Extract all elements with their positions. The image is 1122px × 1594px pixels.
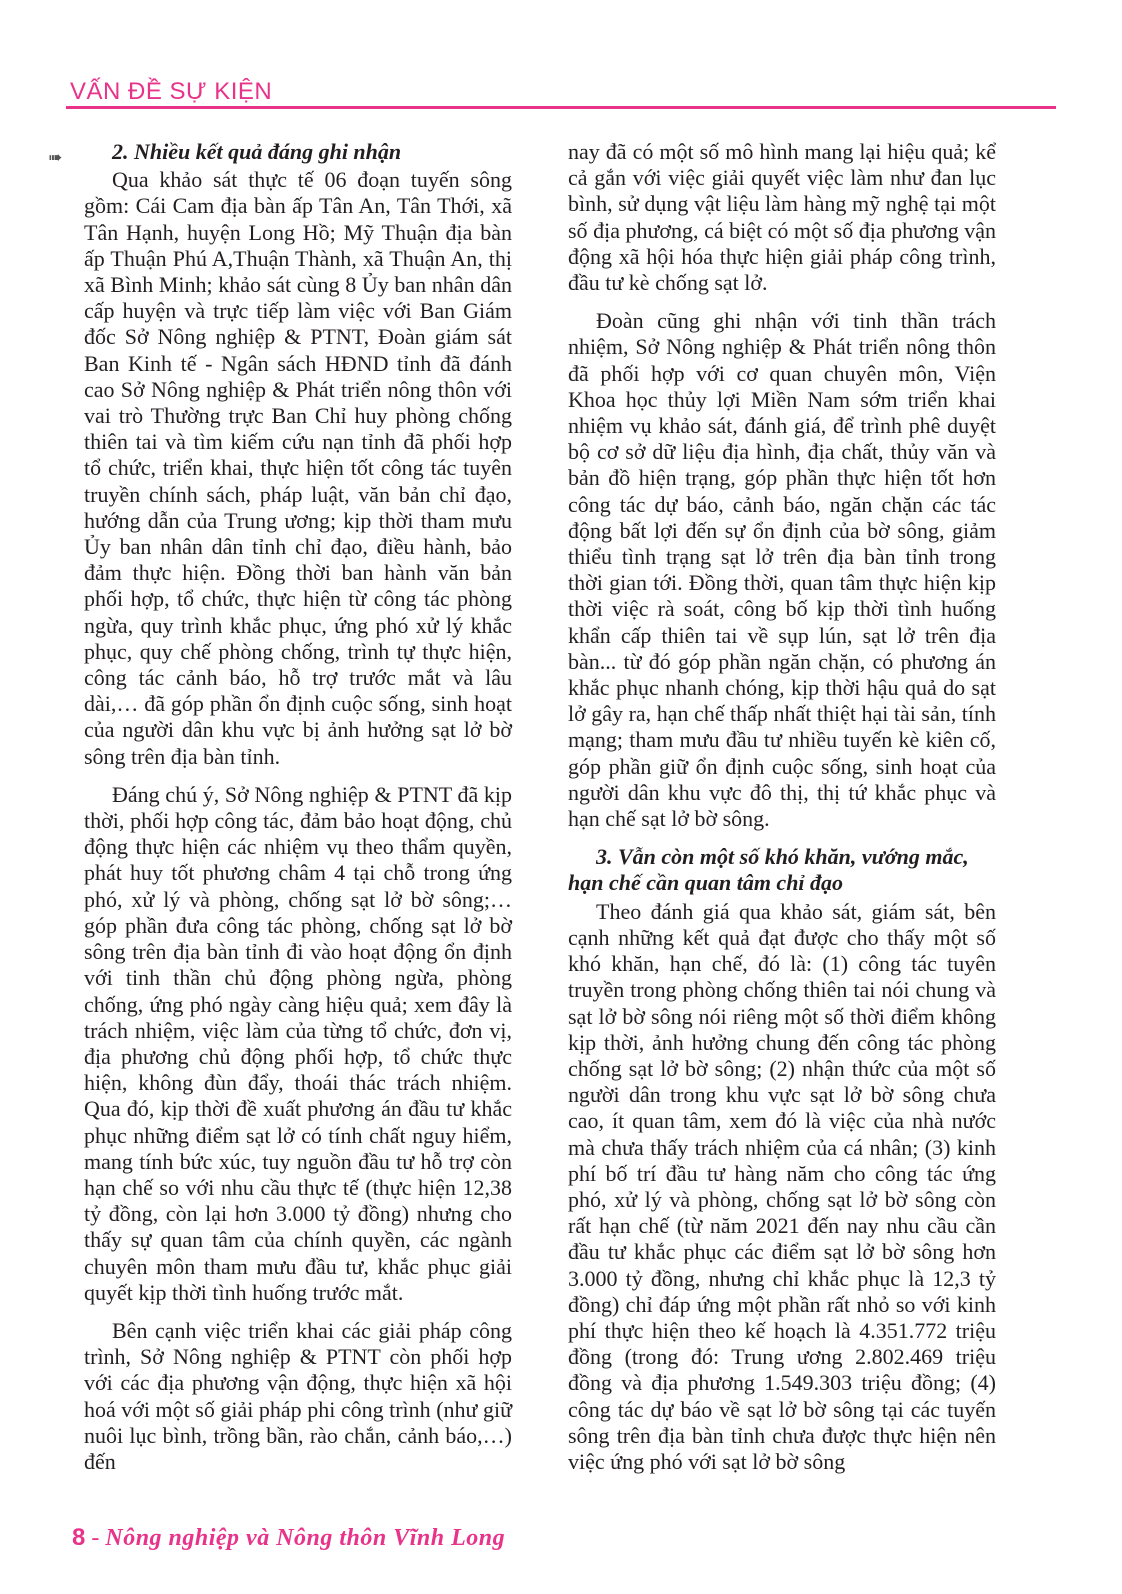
- paragraph: Qua khảo sát thực tế 06 đoạn tuyến sông gồm: Cái Cam địa bàn ấp Tân An, Tân Thới, xã Tân Hạnh, huyện Long Hồ; Mỹ Thuận địa bàn ấp Thuận Phú A,Thuận Thành, xã Thuận An, thị xã Bình Minh; khảo sát cùng 8 Ủy ban nhân dân cấp huyện và trực tiếp làm việc với Ban Giám đốc Sở Nông nghiệp & PTNT, Đoàn giám sát Ban Kinh tế - Ngân sách HĐND tỉnh đã đánh cao Sở Nông nghiệp & Phát triển nông thôn với vai trò Thường trực Ban Chỉ huy phòng chống thiên tai và tìm kiếm cứu nạn tỉnh đã phối hợp tổ chức, triển khai, thực hiện tốt công tác tuyên truyền chính sách, pháp luật, văn bản chỉ đạo, hướng dẫn của Trung ương; kịp thời tham mưu Ủy ban nhân dân tỉnh chỉ đạo, điều hành, bảo đảm thực hiện. Đồng thời ban hành văn bản phối hợp, tổ chức, thực hiện từ công tác phòng ngừa, quy trình khắc phục, ứng phó xử lý khắc phục, quy chế phòng chống, trình tự thực hiện, công tác cảnh báo, hỗ trợ trước mắt và lâu dài,… đã góp phần ổn định cuộc sống, sinh hoạt của người dân khu vực bị ảnh hưởng sạt lở bờ sông trên địa bàn tỉnh.: [84, 167, 512, 769]
- page-number: 8: [72, 1524, 86, 1551]
- right-column: [568, 139, 996, 1487]
- paragraph: Theo đánh giá qua khảo sát, giám sát, bên cạnh những kết quả đạt được cho thấy một số khó khăn, hạn chế, đó là: (1) công tác tuyên truyền trong phòng chống thiên tai nói chung và sạt lở bờ sông nói riêng một số thời điểm không kịp thời, ảnh hưởng chung đến công tác phòng chống sạt lở bờ sông; (2) nhận thức của một số người dân trong khu vực sạt lở bờ sông chưa cao, ít quan tâm, xem đó là việc của nhà nước mà chưa thấy trách nhiệm của cá nhân; (3) kinh phí bố trí đầu tư hàng năm cho công tác ứng phó, xử lý và phòng, chống sạt lở bờ sông còn rất hạn chế (từ năm 2021 đến nay nhu cầu cần đầu tư khắc phục các điểm sạt lở bờ sông hơn 3.000 tỷ đồng, nhưng chỉ khắc phục là 12,3 tỷ đồng) chỉ đáp ứng một phần rất nhỏ so với kinh phí thực hiện theo kế hoạch là 4.351.772 triệu đồng (trong đó: Trung ương 2.802.469 triệu đồng và địa phương 1.549.303 triệu đồng; (4) công tác dự báo về sạt lở bờ sông tại các tuyến sông trên địa bàn tỉnh chưa được thực hiện nên việc ứng phó với sạt lở bờ sông: [568, 898, 996, 1474]
- paragraph: Đoàn cũng ghi nhận với tinh thần trách nhiệm, Sở Nông nghiệp & Phát triển nông thôn đã phối hợp với cơ quan chuyên môn, Viện Khoa học thủy lợi Miền Nam sớm triển khai nhiệm vụ khảo sát, đánh giá, để trình phê duyệt bộ cơ sở dữ liệu địa hình, địa chất, thủy văn và bản đồ hiện trạng, góp phần thực hiện tốt hơn công tác dự báo, cảnh báo, ngăn chặn các tác động bất lợi đến sự ổn định của bờ sông, giảm thiểu tình trạng sạt lở trên địa bàn tỉnh trong thời gian tới. Đồng thời, quan tâm thực hiện kịp thời việc rà soát, công bố kịp thời tình huống khẩn cấp thiên tai về sụp lún, sạt lở trên địa bàn... từ đó góp phần ngăn chặn, có phương án khắc phục nhanh chóng, kịp thời hậu quả do sạt lở gây ra, hạn chế thấp nhất thiệt hại tài sản, tính mạng; tham mưu đầu tư nhiều tuyến kè kiên cố, góp phần giữ ổn định cuộc sống, sinh hoạt của người dân khu vực đô thị, thị tứ khắc phục và hạn chế sạt lở bờ sông.: [568, 308, 996, 832]
- paragraph-continuation: nay đã có một số mô hình mang lại hiệu quả; kể cả gắn với việc giải quyết việc làm như đan lục bình, sử dụng vật liệu làm hàng mỹ nghệ tại một số địa phương, cá biệt có một số địa phương vận động xã hội hóa thực hiện giải pháp công trình, đầu tư kè chống sạt lở.: [568, 139, 996, 296]
- left-column: [84, 139, 512, 1487]
- section-heading-3: 3. Vẫn còn một số khó khăn, vướng mắc, hạn chế cần quan tâm chỉ đạo: [568, 844, 969, 896]
- page-footer: [72, 1524, 505, 1552]
- section-label: VẤN ĐỀ SỰ KIỆN: [70, 78, 273, 105]
- paragraph: Đáng chú ý, Sở Nông nghiệp & PTNT đã kịp thời, phối hợp công tác, đảm bảo hoạt động, chủ động thực hiện các nhiệm vụ theo thẩm quyền, phát huy tốt phương châm 4 tại chỗ trong ứng phó, xử lý và phòng, chống sạt lở bờ sông;…góp phần đưa công tác phòng, chống sạt lở bờ sông trên địa bàn tỉnh đi vào hoạt động ổn định với tinh thần chủ động phòng ngừa, phòng chống, ứng phó ngày càng hiệu quả; xem đây là trách nhiệm, việc làm của từng tổ chức, đơn vị, địa phương chủ động phối hợp, tổ chức thực hiện, không đùn đẩy, thoái thác trách nhiệm. Qua đó, kịp thời đề xuất phương án đầu tư khắc phục những điểm sạt lở có tính chất nguy hiểm, mang tính bức xúc, tuy nguồn đầu tư hỗ trợ còn hạn chế so với nhu cầu thực tế (thực hiện 12,38 tỷ đồng, còn lại hơn 3.000 tỷ đồng) nhưng cho thấy sự quan tâm của chính quyền, các ngành chuyên môn tham mưu đầu tư, khắc phục giải quyết kịp thời tình huống trước mắt.: [84, 781, 512, 1305]
- section-divider: [66, 106, 1056, 109]
- paragraph: Bên cạnh việc triển khai các giải pháp công trình, Sở Nông nghiệp & PTNT còn phối hợp với các địa phương vận động, thực hiện xã hội hoá với một số giải pháp phi công trình (như giữ nuôi lục bình, trồng bần, rào chắn, cảnh báo,…) đến: [84, 1317, 512, 1474]
- footer-separator: -: [85, 1525, 106, 1551]
- arrow-right-icon: ➠: [48, 148, 63, 168]
- magazine-title: Nông nghiệp và Nông thôn Vĩnh Long: [105, 1525, 506, 1551]
- section-heading-2: 2. Nhiều kết quả đáng ghi nhận: [112, 139, 402, 164]
